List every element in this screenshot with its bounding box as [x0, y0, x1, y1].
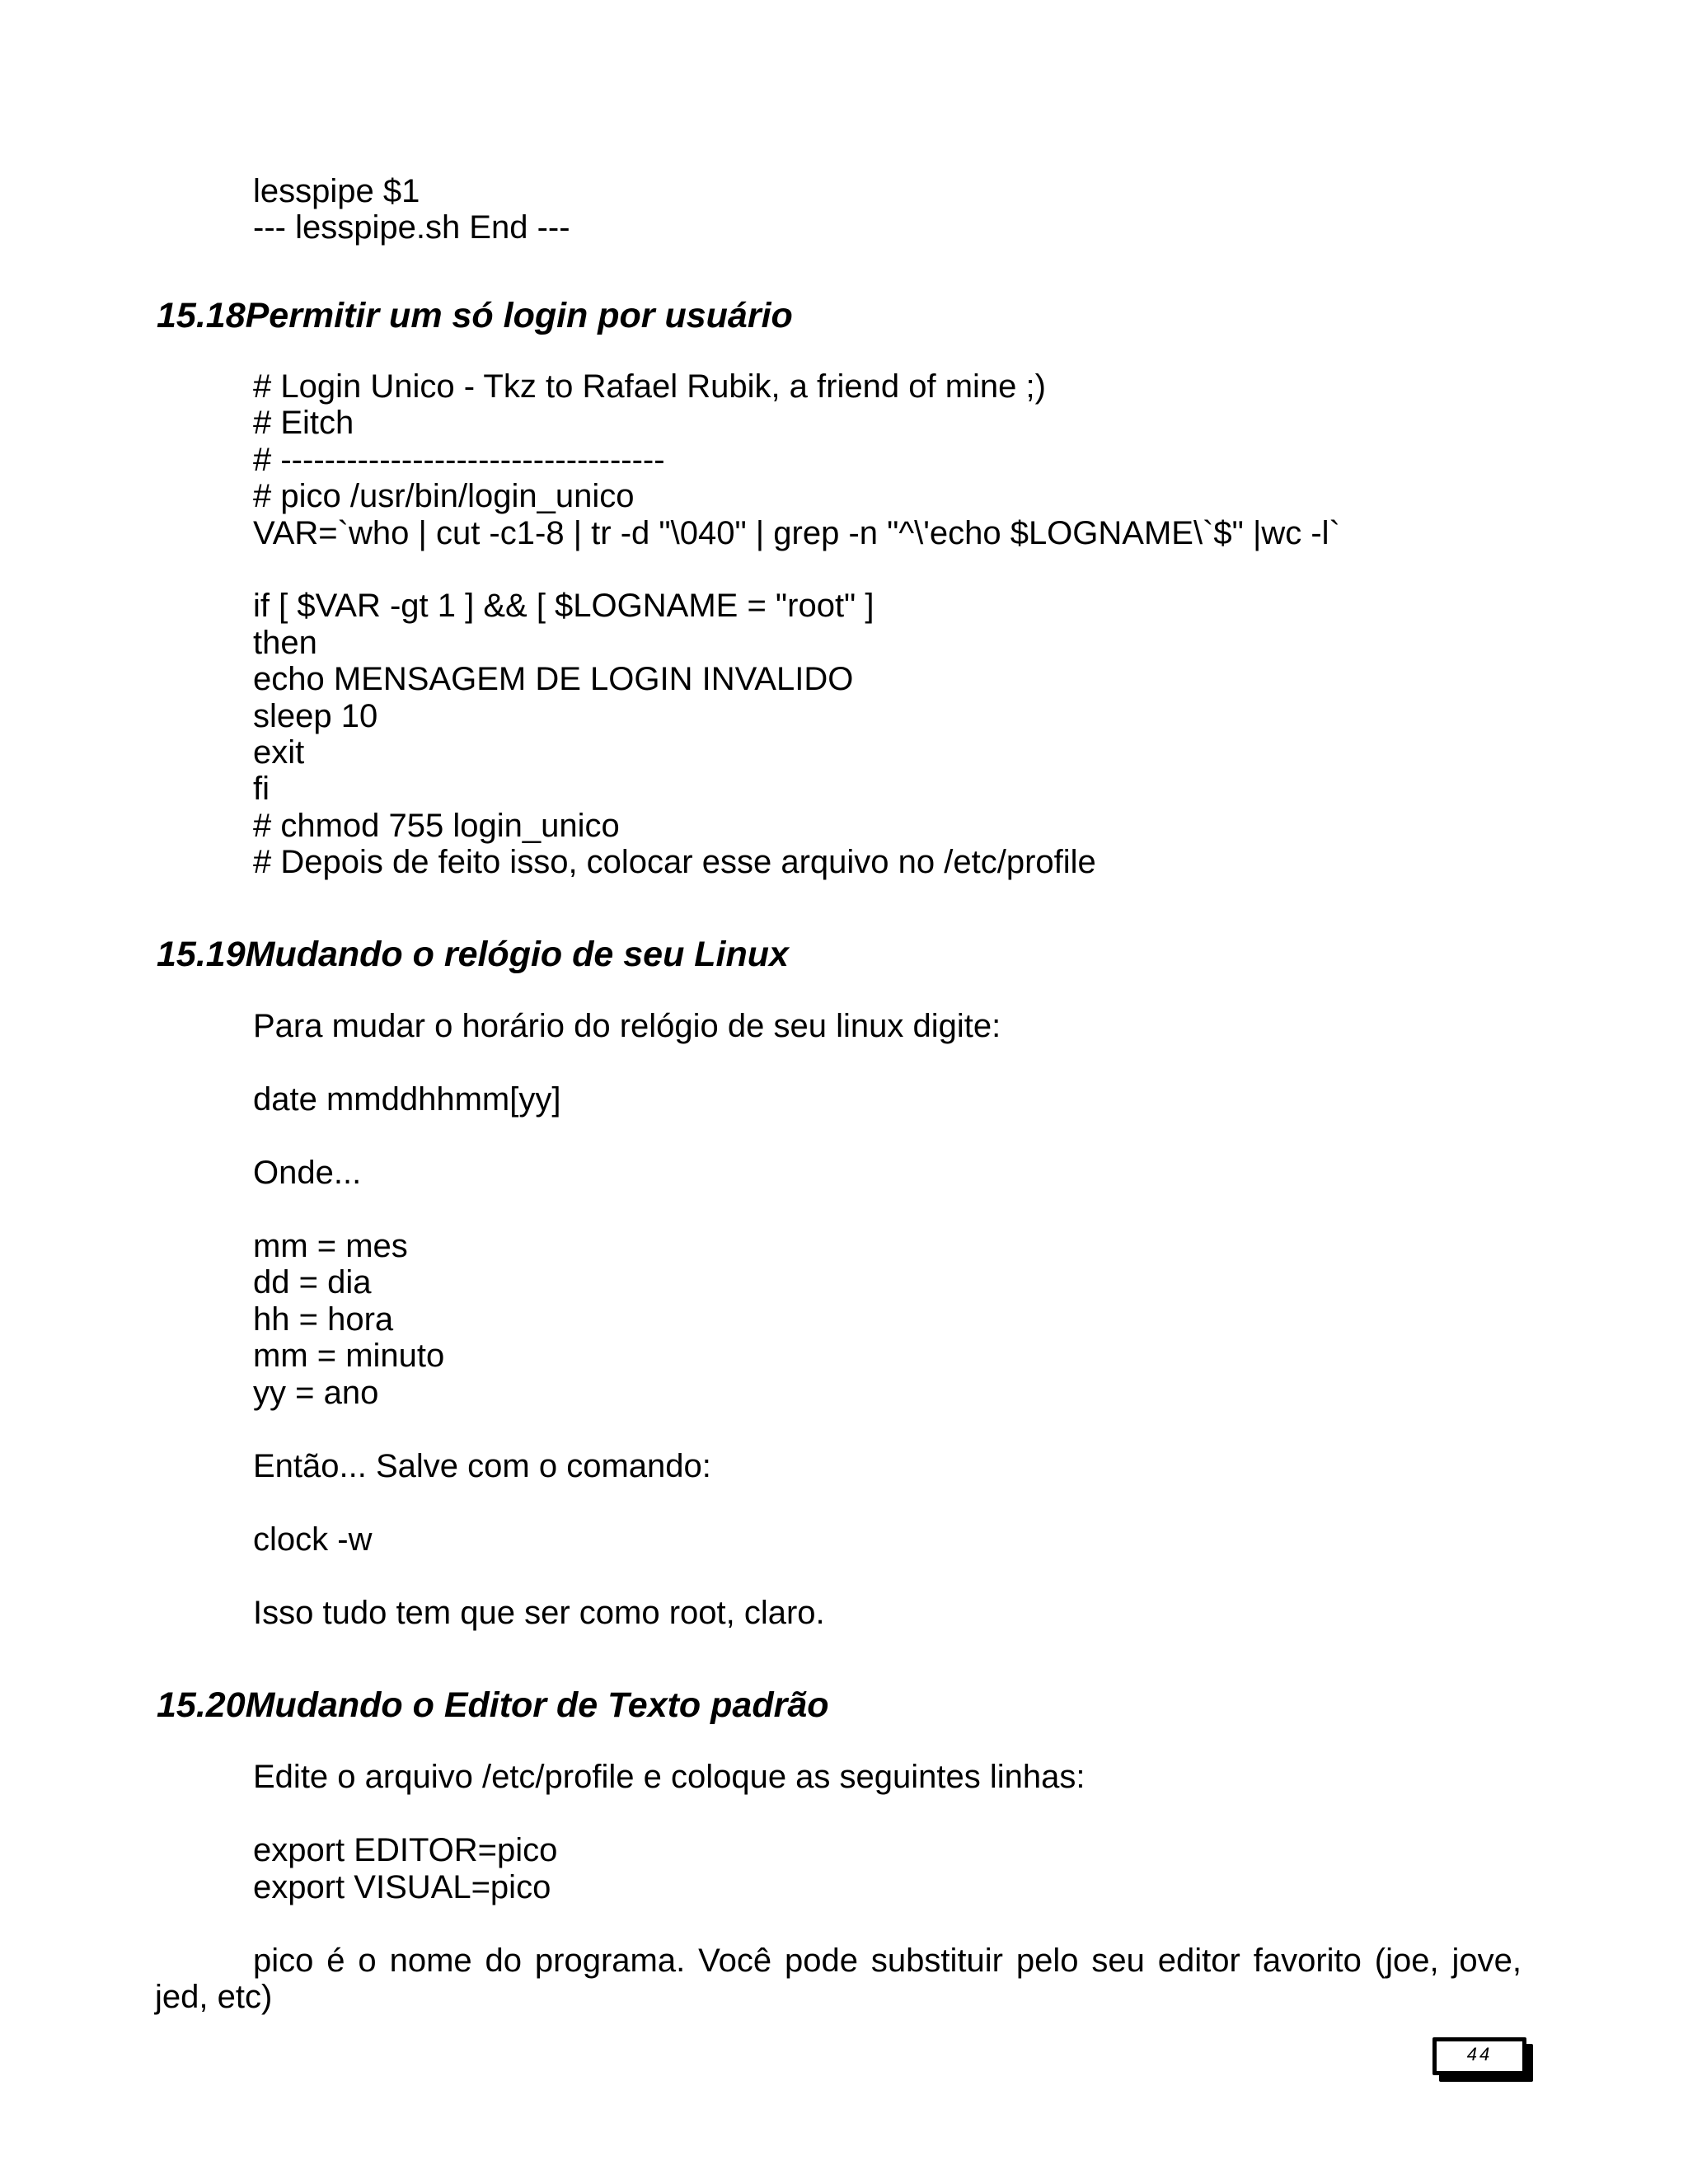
code-line: --- lesspipe.sh End --- — [253, 209, 570, 246]
code-line: export VISUAL=pico — [253, 1869, 551, 1905]
page-number-badge — [1432, 2037, 1526, 2075]
code-line: then — [253, 625, 317, 661]
code-line: fi — [253, 771, 270, 807]
text-line: mm = mes — [253, 1228, 408, 1264]
code-line: # chmod 755 login_unico — [253, 808, 620, 844]
code-line: VAR=`who | cut -c1-8 | tr -d "\040" | grep -n "^\'echo $LOGNAME\`$" |wc -l` — [253, 515, 1340, 551]
code-line: # ----------------------------------- — [253, 442, 665, 478]
text-line: Onde... — [253, 1155, 362, 1191]
code-line: # pico /usr/bin/login_unico — [253, 478, 635, 514]
text-line: hh = hora — [253, 1301, 394, 1338]
section-heading-15-18: 15.18Permitir um só login por usuário — [157, 296, 793, 335]
code-line: echo MENSAGEM DE LOGIN INVALIDO — [253, 661, 854, 697]
section-heading-15-20: 15.20Mudando o Editor de Texto padrão — [157, 1685, 829, 1725]
section-heading-15-19: 15.19Mudando o relógio de seu Linux — [157, 935, 789, 974]
text-line: Isso tudo tem que ser como root, claro. — [253, 1595, 825, 1631]
code-line: # Login Unico - Tkz to Rafael Rubik, a friend of mine ;) — [253, 368, 1046, 405]
code-line: date mmddhhmm[yy] — [253, 1081, 561, 1118]
body-paragraph: pico é o nome do programa. Você pode substituir pelo seu editor favorito (joe, jove, jed, etc) — [155, 1943, 1522, 2015]
page-number: 44 — [1466, 2044, 1493, 2064]
code-line: exit — [253, 734, 305, 771]
text-line: Então... Salve com o comando: — [253, 1448, 711, 1484]
code-line: sleep 10 — [253, 698, 378, 734]
code-line: lesspipe $1 — [253, 173, 420, 209]
text-line: yy = ano — [253, 1375, 379, 1411]
text-line: mm = minuto — [253, 1338, 445, 1374]
code-line: export EDITOR=pico — [253, 1832, 558, 1868]
code-line: if [ $VAR -gt 1 ] && [ $LOGNAME = "root" ] — [253, 588, 874, 624]
text-line: Edite o arquivo /etc/profile e coloque as seguintes linhas: — [253, 1759, 1085, 1795]
text-line: Para mudar o horário do relógio de seu linux digite: — [253, 1008, 1001, 1044]
code-line: clock -w — [253, 1521, 373, 1558]
text-line: dd = dia — [253, 1264, 372, 1301]
code-line: # Eitch — [253, 405, 354, 441]
code-line: # Depois de feito isso, colocar esse arquivo no /etc/profile — [253, 844, 1096, 880]
